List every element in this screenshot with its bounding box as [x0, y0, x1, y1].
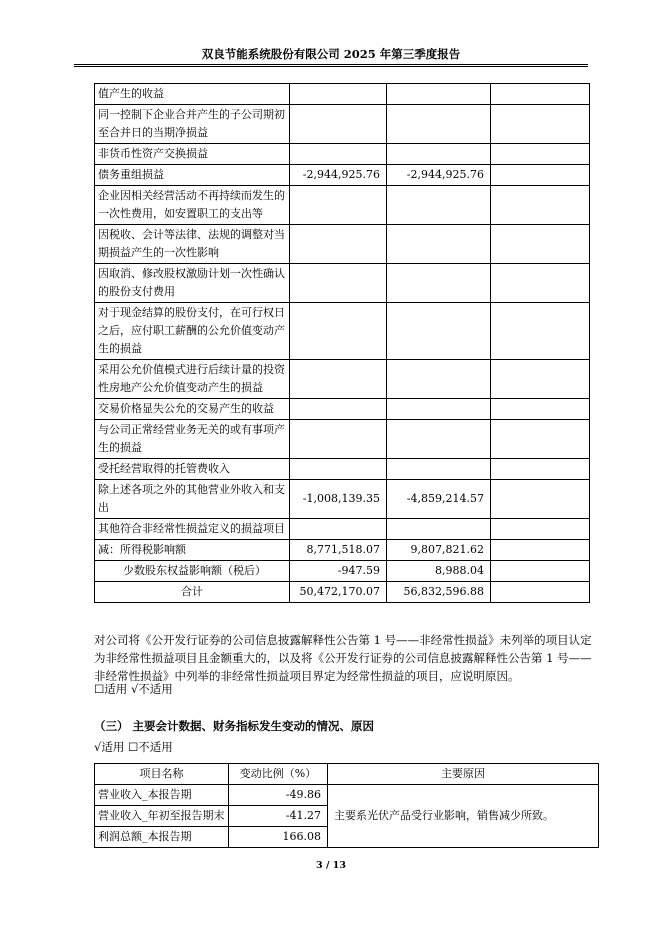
row-label: 值产生的收益	[95, 84, 290, 105]
year-to-date-amount	[387, 420, 491, 459]
row-note	[491, 360, 590, 399]
current-period-amount: -2,944,925.76	[290, 165, 387, 186]
current-period-amount	[290, 519, 387, 540]
current-period-amount: 50,472,170.07	[290, 582, 387, 603]
row-label: 除上述各项之外的其他营业外收入和支出	[95, 480, 290, 519]
row-label: 受托经营取得的托管费收入	[95, 459, 290, 480]
section-applicability: √适用 ☐不适用	[94, 740, 173, 754]
main-reason: 主要系光伏产品受行业影响，销售减少所致。	[328, 785, 599, 848]
row-note	[491, 519, 590, 540]
current-period-amount	[290, 264, 387, 303]
row-label: 与公司正常经营业务无关的或有事项产生的损益	[95, 420, 290, 459]
row-label: 因税收、会计等法律、法规的调整对当期损益产生的一次性影响	[95, 225, 290, 264]
section-heading: （三） 主要会计数据、财务指标发生变动的情况、原因	[94, 719, 375, 733]
row-note	[491, 459, 590, 480]
current-period-amount	[290, 459, 387, 480]
note-paragraph: 对公司将《公开发行证券的公司信息披露解释性公告第 1 号——非经常性损益》未列举的项目认定为非经常性损益项目且金额重大的，以及将《公开发行证券的公司信息披露解释性公告第 1 号——非经常性损益》中列举的非经常性损益项目界定为经常性损益的项目，应说明原因。	[94, 633, 592, 683]
row-note	[491, 303, 590, 360]
row-note	[491, 264, 590, 303]
item-name: 营业收入_年初至报告期末	[95, 806, 229, 827]
header-main-reason: 主要原因	[328, 764, 599, 785]
row-label: 采用公允价值模式进行后续计量的投资性房地产公允价值变动产生的损益	[95, 360, 290, 399]
table-row	[95, 420, 590, 459]
current-period-amount: -947.59	[290, 561, 387, 582]
current-period-amount	[290, 360, 387, 399]
table-row	[95, 264, 590, 303]
table-row	[95, 105, 590, 144]
year-to-date-amount: 56,832,596.88	[387, 582, 491, 603]
change-ratio: 166.08	[229, 827, 328, 848]
row-note	[491, 420, 590, 459]
table-row	[95, 225, 590, 264]
change-ratio: -41.27	[229, 806, 328, 827]
year-to-date-amount	[387, 84, 491, 105]
item-name: 营业收入_本报告期	[95, 785, 229, 806]
year-to-date-amount	[387, 303, 491, 360]
table-row	[95, 399, 590, 420]
row-label: 合计	[95, 582, 290, 603]
row-label: 非货币性资产交换损益	[95, 144, 290, 165]
year-to-date-amount	[387, 105, 491, 144]
year-to-date-amount	[387, 360, 491, 399]
table-row	[95, 84, 590, 105]
row-label: 企业因相关经营活动不再持续而发生的一次性费用，如安置职工的支出等	[95, 186, 290, 225]
table-row	[95, 540, 590, 561]
row-note	[491, 561, 590, 582]
table-row	[95, 186, 590, 225]
year-to-date-amount: 8,988.04	[387, 561, 491, 582]
row-note	[491, 582, 590, 603]
row-note	[491, 144, 590, 165]
year-to-date-amount	[387, 399, 491, 420]
year-to-date-amount: 9,807,821.62	[387, 540, 491, 561]
row-note	[491, 84, 590, 105]
table-row	[95, 561, 590, 582]
row-note	[491, 225, 590, 264]
table-row	[95, 480, 590, 519]
current-period-amount: -1,008,139.35	[290, 480, 387, 519]
current-period-amount: 8,771,518.07	[290, 540, 387, 561]
current-period-amount	[290, 105, 387, 144]
row-label: 同一控制下企业合并产生的子公司期初至合并日的当期净损益	[95, 105, 290, 144]
row-label: 债务重组损益	[95, 165, 290, 186]
header-change-ratio: 变动比例（%）	[229, 764, 328, 785]
table-row	[95, 519, 590, 540]
table-row	[95, 303, 590, 360]
year-to-date-amount	[387, 186, 491, 225]
row-label: 减：所得税影响额	[95, 540, 290, 561]
row-label: 少数股东权益影响额（税后）	[95, 561, 290, 582]
table-row	[95, 165, 590, 186]
year-to-date-amount: -4,859,214.57	[387, 480, 491, 519]
current-period-amount	[290, 144, 387, 165]
table-row	[95, 459, 590, 480]
row-label: 其他符合非经常性损益定义的损益项目	[95, 519, 290, 540]
current-period-amount	[290, 225, 387, 264]
row-label: 因取消、修改股权激励计划一次性确认的股份支付费用	[95, 264, 290, 303]
row-note	[491, 165, 590, 186]
current-period-amount	[290, 303, 387, 360]
current-period-amount	[290, 399, 387, 420]
key-indicator-change-table	[94, 763, 599, 848]
non-recurring-gains-table	[94, 83, 590, 603]
row-note	[491, 399, 590, 420]
table-row	[95, 582, 590, 603]
year-to-date-amount	[387, 264, 491, 303]
report-header-title: 双良节能系统股份有限公司 2025 年第三季度报告	[201, 47, 461, 61]
table-row	[95, 360, 590, 399]
current-period-amount	[290, 420, 387, 459]
item-name: 利润总额_本报告期	[95, 827, 229, 848]
row-note	[491, 105, 590, 144]
row-label: 交易价格显失公允的交易产生的收益	[95, 399, 290, 420]
header-divider	[74, 64, 588, 67]
change-ratio: -49.86	[229, 785, 328, 806]
row-note	[491, 480, 590, 519]
row-label: 对于现金结算的股份支付，在可行权日之后，应付职工薪酬的公允价值变动产生的损益	[95, 303, 290, 360]
year-to-date-amount	[387, 225, 491, 264]
year-to-date-amount	[387, 144, 491, 165]
table-row	[95, 144, 590, 165]
table-row	[95, 785, 599, 806]
year-to-date-amount	[387, 519, 491, 540]
current-period-amount	[290, 186, 387, 225]
page-number: 3 / 13	[316, 860, 346, 871]
table-header-row	[95, 764, 599, 785]
row-note	[491, 186, 590, 225]
year-to-date-amount	[387, 459, 491, 480]
header-item-name: 项目名称	[95, 764, 229, 785]
year-to-date-amount: -2,944,925.76	[387, 165, 491, 186]
note-applicability: ☐适用 √不适用	[94, 682, 173, 696]
current-period-amount	[290, 84, 387, 105]
row-note	[491, 540, 590, 561]
